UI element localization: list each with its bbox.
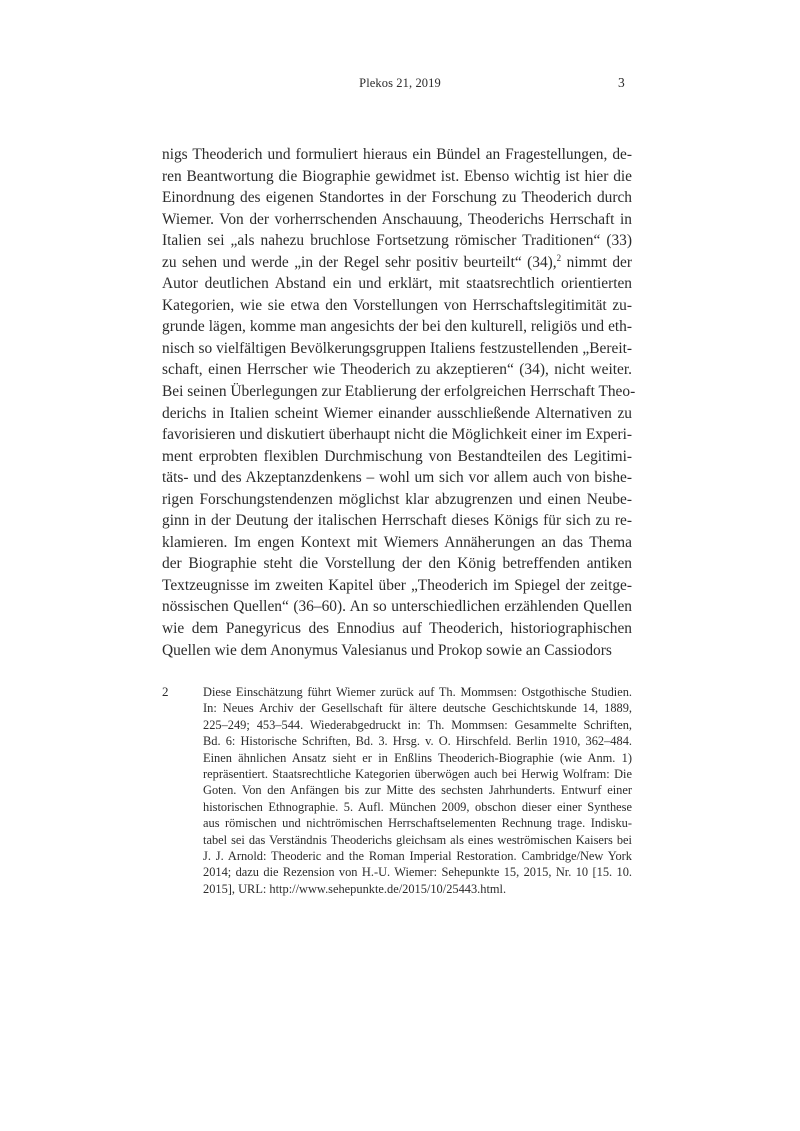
text-line: Kategorien, wie sie etwa den Vorstellungen von Herrschaftslegitimität zu- xyxy=(162,296,632,314)
text-line: Italien sei „als nahezu bruchlose Fortsetzung römischer Traditionen“ (33) xyxy=(162,232,632,250)
footnote-line: tabel sei das Verständnis Theoderichs gleichsam als eines weströmischen Kaisers bei xyxy=(203,832,632,847)
footnote-line: aus römischen und nichtrömischen Herrschaftselementen Rechnung trage. Indisku- xyxy=(203,816,632,831)
text-line: ren Beantwortung die Biographie gewidmet ist. Ebenso wichtig ist hier die xyxy=(162,167,632,185)
text-line: wie dem Panegyricus des Ennodius auf Theoderich, historiographischen xyxy=(162,620,632,638)
text-line: derichs in Italien scheint Wiemer einander ausschließende Alternativen zu xyxy=(162,404,632,422)
footnote-line: Bd. 6: Historische Schriften, Bd. 3. Hrsg. v. O. Hirschfeld. Berlin 1910, 362–484. xyxy=(203,734,632,749)
text-segment: nimmt der xyxy=(561,253,632,271)
text-line: grunde lägen, komme man angesichts der bei den kulturell, religiös und eth- xyxy=(162,318,632,336)
text-line: Wiemer. Von der vorherrschenden Anschauung, Theoderichs Herrschaft in xyxy=(162,210,632,228)
footnote-line: Diese Einschätzung führt Wiemer zurück auf Th. Mommsen: Ostgothische Studien. xyxy=(203,685,632,699)
footnote-line: Goten. Von den Anfängen bis zur Mitte des sechsten Jahrhunderts. Entwurf einer xyxy=(203,783,632,798)
footnote-text xyxy=(203,684,632,897)
text-line: favorisieren und diskutiert überhaupt nicht die Möglichkeit einer im Experi- xyxy=(162,426,632,444)
text-line: rigen Forschungstendenzen möglichst klar abzugrenzen und einen Neube- xyxy=(162,490,632,508)
text-line: Einordnung des eigenen Standortes in der Forschung zu Theoderich durch xyxy=(162,189,632,207)
text-line: Autor deutlichen Abstand ein und erklärt, mit staatsrechtlich orientierten xyxy=(162,275,632,293)
text-line: nigs Theoderich und formuliert hieraus ein Bündel an Fragestellungen, de- xyxy=(162,146,632,163)
text-line-with-footnote xyxy=(162,252,632,274)
footnote-line: Einen ähnlichen Ansatz sieht er in Enßlins Theoderich-Biographie (wie Anm. 1) xyxy=(203,750,632,765)
footnote-number: 2 xyxy=(162,684,169,699)
running-header xyxy=(0,76,800,96)
text-line: Bei seinen Überlegungen zur Etablierung der erfolgreichen Herrschaft Theo- xyxy=(162,383,636,401)
footnote-line: 2015], URL: http://www.sehepunkte.de/2015/10/25443.html. xyxy=(203,881,507,896)
text-segment: zu sehen und werde „in der Regel sehr positiv beurteilt“ (34), xyxy=(162,253,557,271)
text-line: ment erprobten flexiblen Durchmischung von Bestandteilen des Legitimi- xyxy=(162,447,632,465)
main-text xyxy=(162,144,636,661)
footnote-line: In: Neues Archiv der Gesellschaft für ältere deutsche Geschichtskunde 14, 1889, xyxy=(203,701,632,716)
text-line: nössischen Quellen“ (36–60). An so unterschiedlichen erzählenden Quellen xyxy=(162,598,632,616)
text-line: klamieren. Im engen Kontext mit Wiemers Annäherungen an das Thema xyxy=(162,533,632,551)
journal-title: Plekos 21, 2019 xyxy=(359,76,441,90)
footnote-line: 225–249; 453–544. Wiederabgedruckt in: Th. Mommsen: Gesammelte Schriften, xyxy=(203,717,632,732)
footnote-line: repräsentiert. Staatsrechtliche Kategorien überwögen auch bei Herwig Wolfram: Die xyxy=(203,766,632,781)
footnote-line: 2014; dazu die Rezension von H.-U. Wiemer: Sehepunkte 15, 2015, Nr. 10 [15. 10. xyxy=(203,865,632,880)
text-line: der Biographie steht die Vorstellung der den König betreffenden antiken xyxy=(162,555,632,573)
text-line: ginn in der Deutung der italischen Herrschaft dieses Königs für sich zu re- xyxy=(162,512,632,530)
footnote-line: J. J. Arnold: Theoderic and the Roman Imperial Restoration. Cambridge/New York xyxy=(203,848,632,863)
text-line: nisch so vielfältigen Bevölkerungsgruppen Italiens festzustellenden „Bereit- xyxy=(162,339,632,357)
text-line: schaft, einen Herrscher wie Theoderich zu akzeptieren“ (34), nicht weiter. xyxy=(162,361,632,379)
text-line: Textzeugnisse im zweiten Kapitel über „Theoderich im Spiegel der zeitge- xyxy=(162,576,632,594)
footnote-reference[interactable]: 2 xyxy=(556,252,562,263)
text-line: täts- und des Akzeptanzdenkens – wohl um sich vor allem auch von bishe- xyxy=(162,469,632,487)
page-number: 3 xyxy=(618,75,625,90)
footnote-line: historischen Ethnographie. 5. Aufl. München 2009, obschon dieser einer Synthese xyxy=(203,799,632,814)
text-line: Quellen wie dem Anonymus Valesianus und Prokop sowie an Cassiodors xyxy=(162,641,612,659)
